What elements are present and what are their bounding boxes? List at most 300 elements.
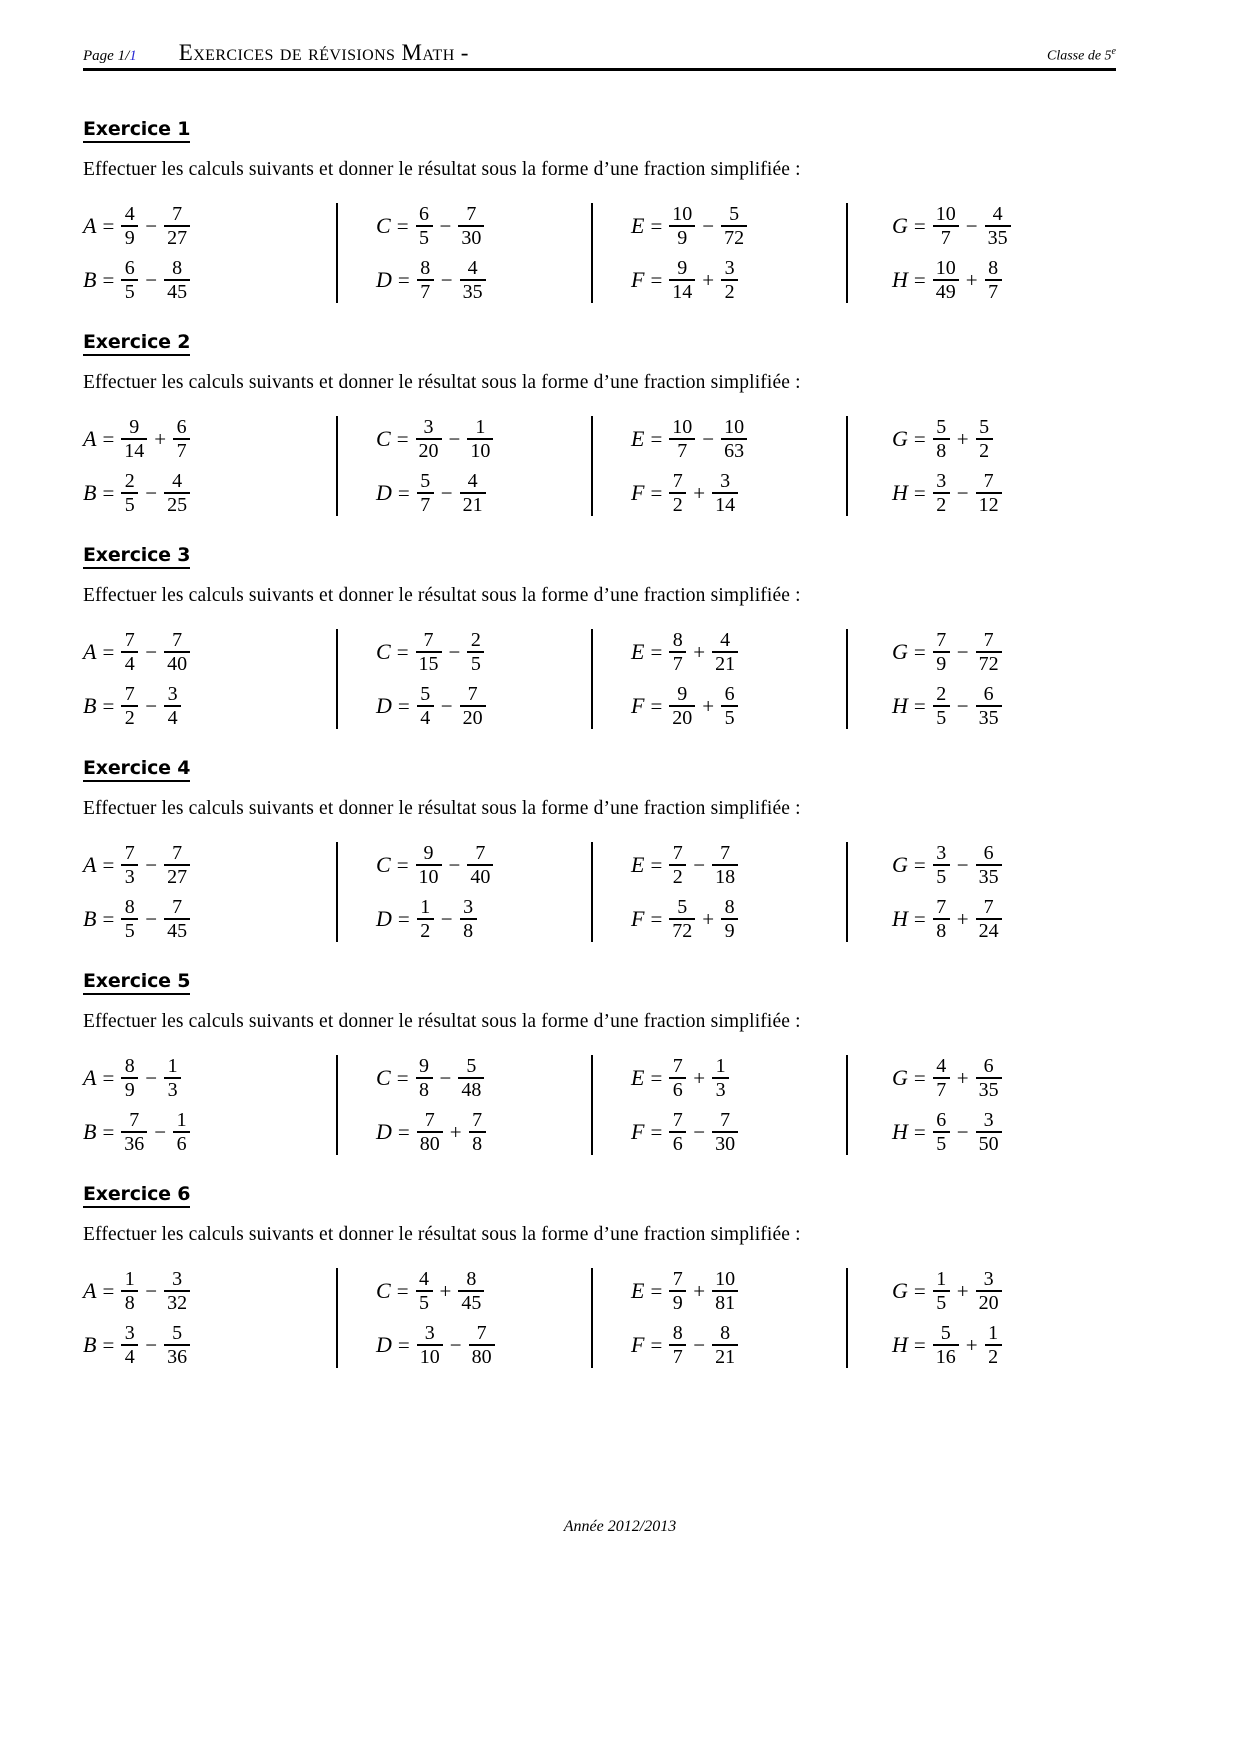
fraction: [976, 1269, 1002, 1313]
math-expression: [376, 253, 591, 307]
math-operator: −: [693, 1332, 706, 1357]
fraction-denominator: 7: [936, 1078, 947, 1101]
fraction-denominator: 9: [936, 652, 947, 675]
fraction-numerator: 8: [720, 1321, 731, 1344]
fraction: [976, 417, 993, 461]
math-operator: −: [448, 852, 461, 877]
fraction-denominator: 8: [936, 919, 947, 942]
expression-variable: B: [83, 1332, 97, 1357]
expression-variable: F: [631, 1332, 645, 1357]
equals-sign: =: [913, 852, 926, 877]
fraction: [416, 843, 442, 887]
fraction-numerator: 7: [424, 1108, 435, 1131]
equals-sign: =: [396, 426, 409, 451]
math-expression: [376, 1105, 591, 1159]
fraction-numerator: 3: [983, 1108, 994, 1131]
fraction-numerator: 7: [476, 1321, 487, 1344]
fraction-numerator: 7: [936, 895, 947, 918]
fraction-numerator: 10: [935, 202, 956, 225]
math-operator: +: [693, 480, 706, 505]
equals-sign: =: [397, 267, 410, 292]
fraction-numerator: 8: [172, 256, 183, 279]
fraction: [416, 630, 442, 674]
math-operator: +: [693, 1065, 706, 1090]
fraction: [458, 204, 484, 248]
math-expression: [631, 199, 846, 253]
expression-variable: C: [376, 852, 391, 877]
fraction: [933, 630, 950, 674]
fraction-numerator: 3: [983, 1267, 994, 1290]
expression-variable: H: [892, 1119, 908, 1144]
fraction: [417, 258, 434, 302]
fraction: [985, 258, 1002, 302]
fraction-denominator: 8: [472, 1132, 483, 1155]
fraction: [976, 843, 1002, 887]
math-operator: −: [145, 1278, 158, 1303]
expression-variable: B: [83, 906, 97, 931]
fraction-denominator: 2: [724, 280, 735, 303]
math-expression: [376, 199, 591, 253]
fraction: [121, 471, 138, 515]
math-operator: −: [145, 639, 158, 664]
fraction-denominator: 6: [672, 1132, 683, 1155]
fraction: [458, 1269, 484, 1313]
exercise-title: Exercice 3: [83, 544, 190, 569]
exercise-title: Exercice 4: [83, 757, 190, 782]
fraction: [669, 204, 695, 248]
expression-columns: [83, 1051, 1116, 1159]
fraction-denominator: 7: [677, 439, 688, 462]
fraction-numerator: 7: [423, 628, 434, 651]
fraction-denominator: 32: [167, 1291, 188, 1314]
page-footer: Année 2012/2013: [563, 1518, 677, 1535]
fraction-numerator: 9: [419, 1054, 430, 1077]
fraction-denominator: 6: [672, 1078, 683, 1101]
equals-sign: =: [102, 1332, 115, 1357]
math-operator: −: [145, 267, 158, 292]
equals-sign: =: [650, 693, 663, 718]
fraction-numerator: 7: [672, 469, 683, 492]
fraction: [712, 630, 738, 674]
expression-column: [848, 1051, 1101, 1159]
fraction-denominator: 9: [124, 1078, 135, 1101]
fraction: [121, 258, 138, 302]
fraction-numerator: 5: [677, 895, 688, 918]
math-operator: +: [154, 426, 167, 451]
fraction-denominator: 7: [672, 652, 683, 675]
math-operator: +: [702, 267, 715, 292]
math-operator: −: [440, 480, 453, 505]
math-expression: [83, 892, 336, 946]
fraction: [460, 684, 486, 728]
fraction-numerator: 9: [677, 256, 688, 279]
fraction-denominator: 14: [124, 439, 145, 462]
math-operator: +: [693, 639, 706, 664]
fraction-numerator: 3: [936, 469, 947, 492]
expression-variable: A: [83, 426, 97, 451]
expression-variable: F: [631, 906, 645, 931]
exercise-block: [83, 331, 1116, 520]
math-expression: [83, 1105, 336, 1159]
expression-variable: H: [892, 693, 908, 718]
fraction-denominator: 7: [940, 226, 951, 249]
fraction: [976, 1056, 1002, 1100]
math-expression: [892, 892, 1101, 946]
fraction-denominator: 35: [978, 865, 999, 888]
exercise-title: Exercice 2: [83, 331, 190, 356]
fraction-numerator: 5: [420, 682, 431, 705]
fraction-denominator: 5: [470, 652, 481, 675]
expression-column: [83, 625, 336, 733]
fraction: [669, 1056, 686, 1100]
math-operator: −: [145, 1065, 158, 1090]
fraction: [933, 1323, 959, 1367]
fraction: [121, 684, 138, 728]
fraction-denominator: 81: [715, 1291, 736, 1314]
fraction: [669, 684, 695, 728]
math-expression: [631, 466, 846, 520]
fraction-denominator: 18: [715, 865, 736, 888]
fraction-numerator: 3: [423, 415, 434, 438]
exercise-block: [83, 1183, 1116, 1372]
math-expression: [892, 1264, 1101, 1318]
fraction-denominator: 21: [715, 652, 736, 675]
page-number: 1: [129, 48, 137, 64]
fraction-denominator: 4: [420, 706, 431, 729]
fraction: [669, 843, 686, 887]
fraction-denominator: 49: [935, 280, 956, 303]
expression-variable: H: [892, 906, 908, 931]
fraction-denominator: 8: [419, 1078, 430, 1101]
fraction: [173, 417, 190, 461]
fraction-denominator: 5: [936, 1132, 947, 1155]
fraction-denominator: 4: [124, 1345, 135, 1368]
equals-sign: =: [396, 639, 409, 664]
fraction-denominator: 2: [936, 493, 947, 516]
math-operator: −: [956, 480, 969, 505]
page-indicator: [83, 48, 137, 65]
fraction-denominator: 7: [672, 1345, 683, 1368]
fraction: [121, 1323, 138, 1367]
math-expression: [376, 1264, 591, 1318]
fraction-denominator: 20: [418, 439, 439, 462]
fraction-denominator: 8: [124, 1291, 135, 1314]
fraction-denominator: 7: [420, 280, 431, 303]
expression-column: [848, 412, 1101, 520]
expression-variable: D: [376, 480, 392, 505]
fraction-denominator: 45: [167, 919, 188, 942]
math-expression: [83, 1264, 336, 1318]
math-operator: +: [449, 1119, 462, 1144]
expression-variable: E: [631, 852, 645, 877]
expression-variable: A: [83, 1278, 97, 1303]
equals-sign: =: [102, 1065, 115, 1090]
fraction-numerator: 7: [124, 628, 135, 651]
expression-variable: D: [376, 1332, 392, 1357]
fraction-numerator: 4: [172, 469, 183, 492]
fraction-denominator: 5: [936, 1291, 947, 1314]
fraction-numerator: 7: [983, 469, 994, 492]
fraction-denominator: 5: [419, 226, 430, 249]
fraction-denominator: 48: [461, 1078, 482, 1101]
equals-sign: =: [396, 1278, 409, 1303]
exercise-block: [83, 970, 1116, 1159]
fraction-denominator: 2: [420, 919, 431, 942]
equals-sign: =: [650, 1332, 663, 1357]
equals-sign: =: [102, 426, 115, 451]
fraction-denominator: 36: [167, 1345, 188, 1368]
fraction: [164, 630, 190, 674]
equals-sign: =: [397, 693, 410, 718]
math-operator: −: [145, 852, 158, 877]
fraction-numerator: 7: [124, 841, 135, 864]
fraction: [712, 1110, 738, 1154]
fraction: [933, 684, 950, 728]
math-expression: [376, 1318, 591, 1372]
expression-variable: A: [83, 1065, 97, 1090]
fraction-numerator: 5: [729, 202, 740, 225]
fraction-denominator: 2: [672, 493, 683, 516]
expression-column: [848, 838, 1101, 946]
expression-variable: E: [631, 1065, 645, 1090]
fraction-numerator: 10: [724, 415, 745, 438]
math-operator: −: [145, 480, 158, 505]
fraction-denominator: 35: [987, 226, 1008, 249]
fraction: [669, 1269, 686, 1313]
math-expression: [892, 1105, 1101, 1159]
expression-column: [338, 199, 591, 307]
fraction: [164, 843, 190, 887]
fraction-numerator: 9: [677, 682, 688, 705]
fraction: [417, 471, 434, 515]
fraction-denominator: 21: [715, 1345, 736, 1368]
fraction-numerator: 1: [715, 1054, 726, 1077]
math-expression: [83, 1051, 336, 1105]
fraction-denominator: 9: [672, 1291, 683, 1314]
fraction: [121, 1269, 138, 1313]
fraction-numerator: 7: [936, 628, 947, 651]
fraction-numerator: 7: [983, 628, 994, 651]
fraction-numerator: 7: [472, 1108, 483, 1131]
math-operator: −: [440, 693, 453, 718]
math-expression: [83, 199, 336, 253]
math-expression: [892, 1318, 1101, 1372]
expression-column: [83, 838, 336, 946]
exercise-instruction: Effectuer les calculs suivants et donner le résultat sous la forme d’une fraction simplifiée :: [83, 372, 801, 393]
fraction-denominator: 5: [724, 706, 735, 729]
fraction: [416, 204, 433, 248]
expression-variable: D: [376, 906, 392, 931]
exercise-instruction: Effectuer les calculs suivants et donner le résultat sous la forme d’une fraction simplifiée :: [83, 1011, 801, 1032]
fraction: [164, 684, 181, 728]
fraction-denominator: 12: [978, 493, 999, 516]
fraction: [933, 471, 950, 515]
math-operator: −: [440, 267, 453, 292]
fraction-numerator: 1: [124, 1267, 135, 1290]
fraction-numerator: 3: [424, 1321, 435, 1344]
fraction-numerator: 7: [720, 1108, 731, 1131]
exercise-title: Exercice 6: [83, 1183, 190, 1208]
math-operator: −: [145, 906, 158, 931]
fraction: [669, 1323, 686, 1367]
fraction-numerator: 5: [466, 1054, 477, 1077]
math-expression: [83, 1318, 336, 1372]
fraction: [164, 258, 190, 302]
expression-variable: C: [376, 1065, 391, 1090]
fraction: [976, 897, 1002, 941]
fraction-denominator: 72: [672, 919, 693, 942]
equals-sign: =: [650, 1278, 663, 1303]
math-operator: −: [693, 852, 706, 877]
fraction: [712, 471, 738, 515]
fraction-denominator: 7: [420, 493, 431, 516]
fraction: [417, 684, 434, 728]
fraction: [460, 258, 486, 302]
expression-columns: [83, 625, 1116, 733]
math-operator: −: [449, 1332, 462, 1357]
fraction: [933, 258, 959, 302]
equals-sign: =: [913, 1065, 926, 1090]
expression-variable: G: [892, 639, 908, 664]
fraction-denominator: 80: [419, 1132, 440, 1155]
fraction: [121, 417, 147, 461]
fraction-numerator: 7: [983, 895, 994, 918]
fraction-denominator: 21: [462, 493, 483, 516]
fraction-denominator: 72: [978, 652, 999, 675]
expression-column: [593, 412, 846, 520]
fraction-numerator: 8: [466, 1267, 477, 1290]
expression-variable: A: [83, 852, 97, 877]
fraction: [164, 1323, 190, 1367]
fraction-numerator: 7: [475, 841, 486, 864]
fraction-denominator: 14: [715, 493, 736, 516]
fraction-numerator: 6: [724, 682, 735, 705]
math-expression: [631, 1105, 846, 1159]
math-expression: [83, 625, 336, 679]
fraction-denominator: 9: [677, 226, 688, 249]
fraction-numerator: 8: [124, 1054, 135, 1077]
fraction: [417, 897, 434, 941]
exercise-instruction: Effectuer les calculs suivants et donner le résultat sous la forme d’une fraction simplifiée :: [83, 1224, 801, 1245]
fraction: [467, 843, 493, 887]
expression-column: [338, 412, 591, 520]
fraction-numerator: 3: [720, 469, 731, 492]
fraction-numerator: 4: [124, 202, 135, 225]
math-operator: −: [702, 213, 715, 238]
expression-variable: F: [631, 267, 645, 292]
fraction: [712, 1323, 738, 1367]
fraction-denominator: 27: [167, 865, 188, 888]
expression-variable: C: [376, 426, 391, 451]
fraction: [933, 204, 959, 248]
fraction-numerator: 7: [466, 202, 477, 225]
fraction-denominator: 25: [167, 493, 188, 516]
fraction: [417, 1110, 443, 1154]
fraction-numerator: 7: [172, 841, 183, 864]
fraction-denominator: 24: [978, 919, 999, 942]
math-expression: [376, 838, 591, 892]
fraction: [976, 684, 1002, 728]
equals-sign: =: [102, 906, 115, 931]
expression-variable: B: [83, 267, 97, 292]
expression-variable: C: [376, 213, 391, 238]
fraction: [985, 204, 1011, 248]
fraction-numerator: 3: [936, 841, 947, 864]
fraction-numerator: 6: [419, 202, 430, 225]
fraction-numerator: 6: [936, 1108, 947, 1131]
math-operator: −: [145, 1332, 158, 1357]
fraction-numerator: 9: [129, 415, 140, 438]
expression-variable: G: [892, 426, 908, 451]
equals-sign: =: [397, 1332, 410, 1357]
fraction: [933, 1056, 950, 1100]
equals-sign: =: [650, 852, 663, 877]
math-expression: [376, 1051, 591, 1105]
fraction-numerator: 7: [124, 682, 135, 705]
fraction-denominator: 5: [124, 280, 135, 303]
math-operator: −: [448, 426, 461, 451]
fraction-denominator: 5: [936, 865, 947, 888]
fraction-numerator: 6: [124, 256, 135, 279]
expression-column: [593, 199, 846, 307]
expression-column: [338, 1264, 591, 1372]
fraction: [121, 204, 138, 248]
exercise-instruction: Effectuer les calculs suivants et donner le résultat sous la forme d’une fraction simplifiée :: [83, 585, 801, 606]
math-expression: [892, 679, 1101, 733]
fraction-denominator: 30: [461, 226, 482, 249]
fraction: [985, 1323, 1002, 1367]
expression-column: [83, 1264, 336, 1372]
fraction-numerator: 8: [672, 1321, 683, 1344]
fraction-numerator: 5: [936, 415, 947, 438]
fraction-numerator: 8: [672, 628, 683, 651]
equals-sign: =: [913, 480, 926, 505]
fraction-numerator: 3: [724, 256, 735, 279]
fraction-numerator: 7: [672, 1267, 683, 1290]
fraction-denominator: 9: [124, 226, 135, 249]
fraction-denominator: 5: [419, 1291, 430, 1314]
fraction-numerator: 10: [672, 415, 693, 438]
expression-variable: D: [376, 267, 392, 292]
fraction-numerator: 5: [979, 415, 990, 438]
math-operator: −: [439, 213, 452, 238]
fraction-numerator: 7: [172, 895, 183, 918]
fraction-numerator: 1: [167, 1054, 178, 1077]
fraction: [712, 1269, 738, 1313]
fraction: [669, 897, 695, 941]
fraction: [460, 897, 477, 941]
math-expression: [83, 838, 336, 892]
math-expression: [892, 838, 1101, 892]
fraction-denominator: 45: [461, 1291, 482, 1314]
equals-sign: =: [650, 426, 663, 451]
fraction-denominator: 7: [176, 439, 187, 462]
expression-column: [338, 625, 591, 733]
equals-sign: =: [102, 480, 115, 505]
math-operator: −: [145, 213, 158, 238]
fraction-denominator: 16: [935, 1345, 956, 1368]
fraction: [164, 471, 190, 515]
equals-sign: =: [650, 906, 663, 931]
fraction-denominator: 2: [672, 865, 683, 888]
expression-variable: C: [376, 1278, 391, 1303]
equals-sign: =: [102, 1119, 115, 1144]
equals-sign: =: [650, 213, 663, 238]
equals-sign: =: [397, 480, 410, 505]
fraction-numerator: 7: [172, 628, 183, 651]
fraction: [669, 417, 695, 461]
fraction: [469, 1110, 486, 1154]
